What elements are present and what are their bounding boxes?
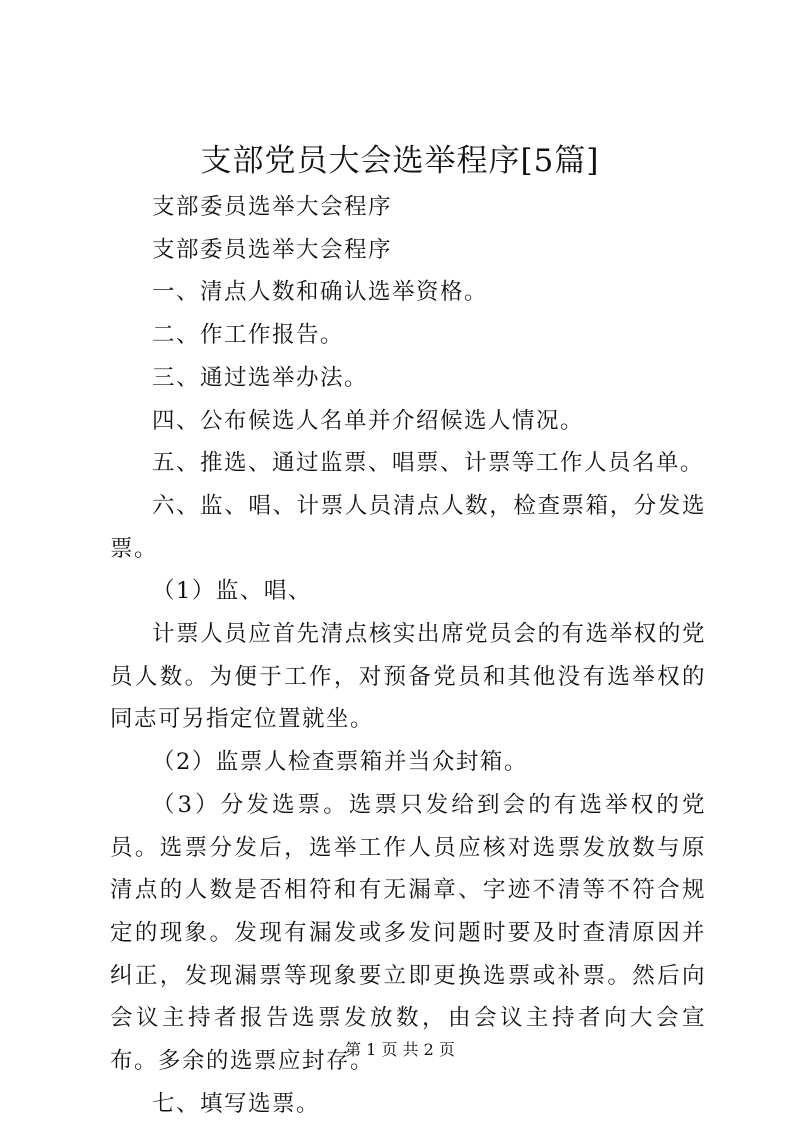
paragraph: 五、推选、通过监票、唱票、计票等工作人员名单。 — [152, 450, 705, 477]
paragraph: 七、填写选票。 — [152, 1090, 321, 1117]
paragraph: （2）监票人检查票箱并当众封箱。 — [152, 749, 528, 776]
paragraph: 计票人员应首先清点核实出席党员会的有选举权的党员人数。为便于工作，对预备党员和其他没有选举权的同志可另指定位置就坐。 — [110, 621, 706, 733]
page-title: 支部党员大会选举程序[5篇] — [200, 143, 600, 179]
paragraph: （1）监、唱、 — [152, 578, 312, 605]
paragraph: 四、公布候选人名单并介绍候选人情况。 — [152, 407, 585, 434]
paragraph: （3）分发选票。选票只发给到会的有选举权的党员。选票分发后，选举工作人员应核对选票发放数与原清点的人数是否相符和有无漏章、字迹不清等不符合规定的现象。发现有漏发或多发问题时要及时查清原因并纠正，发现漏票等现象要立即更换选票或补票。然后向会议主持者报告选票发放数，由会议主持者向大会宣布。多余的选票应封存。 — [110, 791, 706, 1075]
paragraph: 二、作工作报告。 — [152, 322, 345, 349]
paragraph: 支部委员选举大会程序 — [152, 194, 393, 220]
paragraph: 六、监、唱、计票人员清点人数，检查票箱，分发选票。 — [110, 492, 706, 562]
paragraph: 一、清点人数和确认选举资格。 — [152, 279, 489, 306]
paragraph: 支部委员选举大会程序 — [152, 236, 393, 263]
page-footer: 第 1 页 共 2 页 — [345, 1040, 455, 1059]
document-body — [110, 186, 706, 1125]
paragraph: 三、通过选举办法。 — [152, 364, 369, 391]
